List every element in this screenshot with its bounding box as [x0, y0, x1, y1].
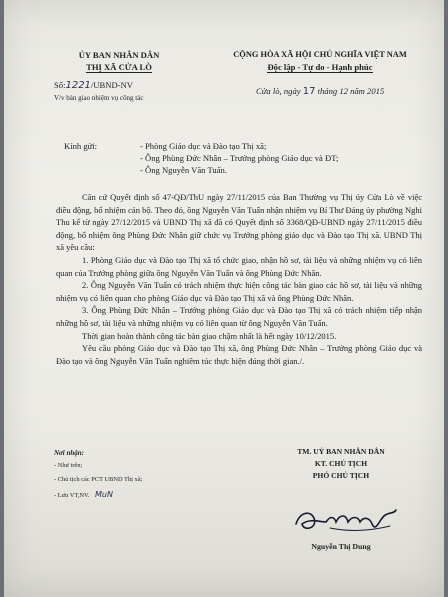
- recipient-item: - Ông Nguyễn Văn Tuấn.: [140, 164, 227, 175]
- distribution-item: - Chủ tịch các PCT UBND Thị xã;: [54, 476, 143, 483]
- date-prefix: Cửa lò, ngày: [256, 86, 301, 96]
- distribution-item: [54, 490, 234, 499]
- deadline-paragraph: Thời gian hoàn thành công tác bàn giao chậm nhất là hết ngày 10/12/2015.: [82, 330, 337, 341]
- distribution-item: - Như trên;: [54, 462, 83, 469]
- signature-block: [266, 447, 416, 480]
- date-day-handwritten: 17: [302, 86, 316, 97]
- doc-number-suffix: /UBND-NV: [90, 80, 133, 90]
- distribution-block: [54, 449, 234, 499]
- closing-paragraph: Yêu cầu phòng Giáo dục và Đào tạo Thị xã, ông Phùng Đức Nhân – Trưởng phòng Giáo dục và Đào tạo và ông Nguyễn Văn Tuấn nghiêm túc thực hiện đúng thời gian./.: [56, 343, 422, 366]
- item-2-paragraph: 2. Ông Nguyễn Văn Tuấn có trách nhiệm thực hiện công tác bàn giao các hồ sơ, tài liệu và những nhiệm vụ có liên quan cho phòng Giáo dục và Đào tạo Thị xã và ông Phùng Đức Nhân.: [56, 280, 422, 303]
- issue-date: [256, 86, 436, 97]
- recipient-item: - Ông Phùng Đức Nhân – Trưởng phòng Giáo dục và ĐT;: [140, 152, 339, 163]
- archive-initials: MuN: [95, 490, 113, 499]
- sign-role-1: KT. CHỦ TỊCH: [314, 459, 368, 468]
- sign-role-2: PHÓ CHỦ TỊCH: [312, 471, 370, 480]
- org-name-line2: [54, 62, 184, 72]
- document-number: [54, 80, 204, 91]
- nation-name: CỘNG HÒA XÃ HỘI CHỦ NGHĨA VIỆT NAM: [233, 50, 407, 59]
- recipient-item: - Phòng Giáo dục và Đào tạo Thị xã;: [140, 141, 267, 151]
- recipients-label: Kính gửi:: [64, 141, 98, 151]
- doc-number-prefix: Số:: [54, 80, 66, 90]
- motto: [214, 62, 426, 72]
- org-name-line2-text: THỊ XÃ CỬA LÒ: [86, 62, 152, 72]
- distribution-label: Nơi nhận:: [54, 449, 85, 457]
- handwritten-signature: [290, 502, 400, 538]
- document-page: [4, 0, 444, 597]
- motto-text: Độc lập - Tự do - Hạnh phúc: [267, 62, 373, 72]
- signer-name: Nguyễn Thị Dung: [311, 542, 371, 551]
- sign-org: TM. UỶ BAN NHÂN DÂN: [297, 447, 385, 456]
- recipients-block: [64, 141, 338, 176]
- doc-number-handwritten: 1221: [65, 80, 91, 91]
- distribution-item-text: - Lưu VT,NV.: [54, 492, 90, 499]
- document-body: [56, 191, 422, 367]
- item-1-paragraph: 1. Phòng Giáo dục và Đào tạo Thị xã tổ chức giao, nhận hồ sơ, tài liệu và những nhiệm vụ có liên quan của Trưởng phòng giữa ông Nguyễn Văn Tuấn và ông Phùng Đức Nhân.: [56, 254, 422, 278]
- item-3-paragraph: 3. Ông Phùng Đức Nhân – Trưởng phòng Giáo dục và Đào tạo Thị xã có trách nhiệm tiếp nhận những hồ sơ, tài liệu và những nhiệm vụ có liên quan từ ông Nguyễn Văn Tuấn.: [56, 305, 422, 328]
- intro-paragraph: Căn cứ Quyết định số 47-QĐ/ThU ngày 27/11/2015 của Ban Thường vụ Thị ủy Cửa Lò về việc điều động, bổ nhiệm cán bộ. Theo đó, ông Nguyễn Văn Tuấn nhận nhiệm vụ Bí Thư Đảng ủy phường Nghi Thu kể từ ngày 27/12/2015 và UBND Thị xã đã có Quyết định số 3368/QĐ-UBND ngày 27/11/2015 điều động, bổ nhiệm ông Phùng Đức Nhân giữ chức vụ Trưởng phòng giáo dục và Đào tạo Thị xã. UBND Thị xã yêu cầu:: [56, 192, 422, 253]
- subject-line: V/v bàn giao nhiệm vụ công tác: [54, 94, 144, 102]
- date-suffix: tháng 12 năm 2015: [317, 86, 385, 96]
- org-name-line1: ỦY BAN NHÂN DÂN: [78, 50, 160, 60]
